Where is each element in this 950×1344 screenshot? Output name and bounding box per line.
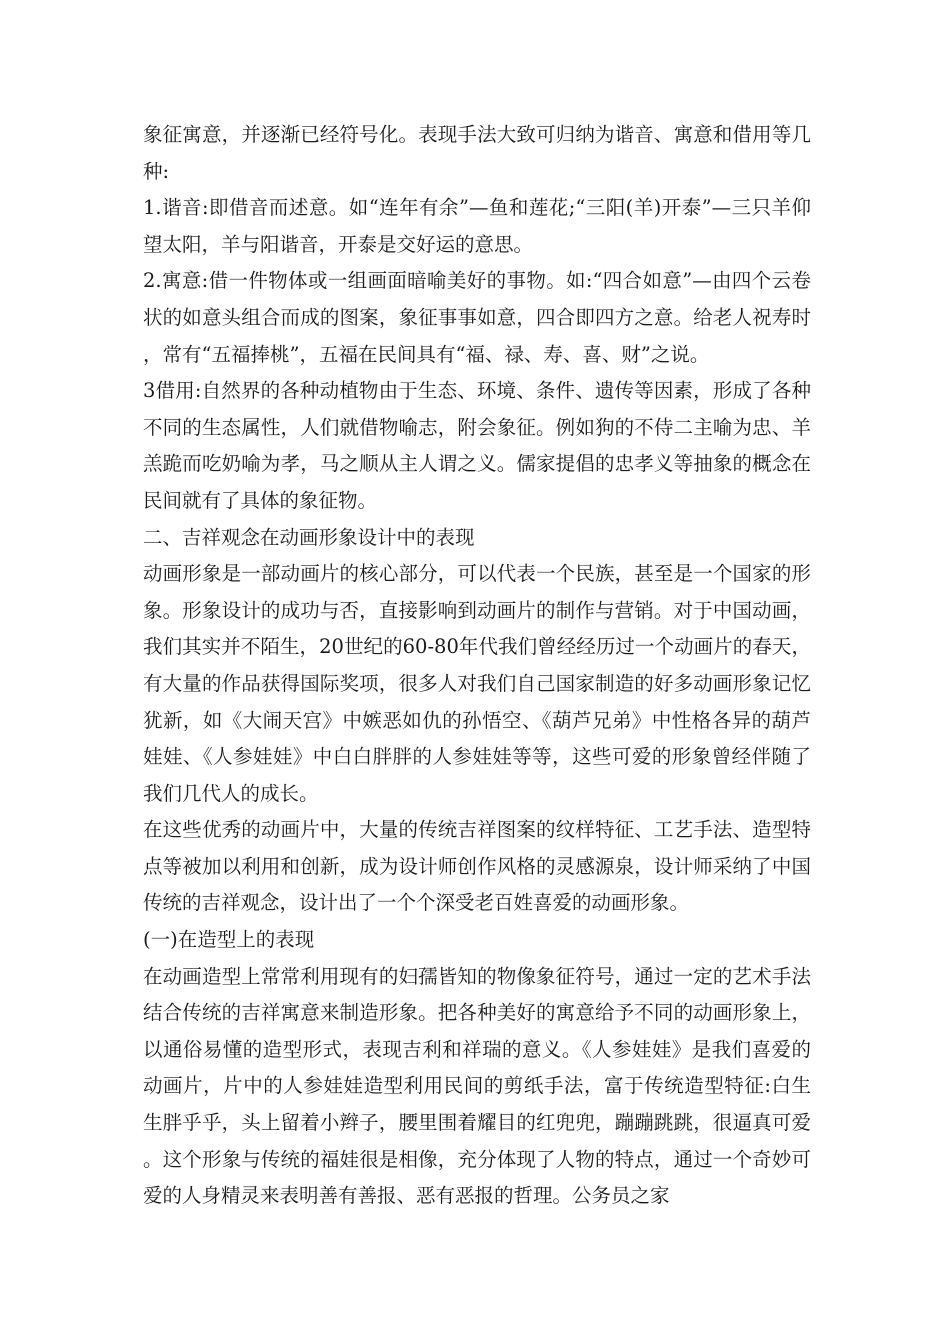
- document-body: [143, 117, 811, 1215]
- paragraph-animation-image: 动画形象是一部动画片的核心部分，可以代表一个民族，甚至是一个国家的形象。形象设计的成功与否，直接影响到动画片的制作与营销。对于中国动画，我们其实并不陌生，20世纪的60-80年代我们曾经经历过一个动画片的春天，有大量的作品获得国际奖项，很多人对我们自己国家制造的好多动画形象记忆犹新，如《大闹天宫》中嫉恶如仇的孙悟空、《葫芦兄弟》中性格各异的葫芦娃娃、《人参娃娃》中白白胖胖的人参娃娃等等，这些可爱的形象曾经伴随了我们几代人的成长。: [143, 562, 811, 805]
- subsection-heading-1: (一)在造型上的表现: [143, 928, 315, 952]
- paragraph-allegory: 2.寓意:借一件物体或一组画面暗喻美好的事物。如:“四合如意”—由四个云卷状的如意头组合而成的图案，象征事事如意，四合即四方之意。给老人祝寿时，常有“五福捧桃”，五福在民间具有“福、禄、寿、喜、财”之说。: [143, 269, 811, 366]
- paragraph-excellent-films: 在这些优秀的动画片中，大量的传统吉祥图案的纹样特征、工艺手法、造型特点等被加以利用和创新，成为设计师创作风格的灵感源泉，设计师采纳了中国传统的吉祥观念，设计出了一个个深受老百姓喜爱的动画形象。: [143, 818, 811, 915]
- section-heading-2: 二、吉祥观念在动画形象设计中的表现: [143, 525, 475, 549]
- paragraph-symbolic-meaning: 象征寓意，并逐渐已经符号化。表现手法大致可归纳为谐音、寓意和借用等几种:: [143, 123, 811, 183]
- paragraph-borrowing: 3借用:自然界的各种动植物由于生态、环境、条件、遗传等因素，形成了各种不同的生态属性，人们就借物喻志，附会象征。例如狗的不侍二主喻为忠、羊羔跪而吃奶喻为孝，马之顺从主人谓之义。儒家提倡的忠孝义等抽象的概念在民间就有了具体的象征物。: [143, 379, 811, 512]
- paragraph-modeling: 在动画造型上常常利用现有的妇孺皆知的物像象征符号，通过一定的艺术手法结合传统的吉祥寓意来制造形象。把各种美好的寓意给予不同的动画形象上，以通俗易懂的造型形式，表现吉利和祥瑞的意义。《人参娃娃》是我们喜爱的动画片，片中的人参娃娃造型利用民间的剪纸手法，富于传统造型特征:白生生胖乎乎，头上留着小辫子，腰里围着耀目的红兜兜，蹦蹦跳跳，很逼真可爱。这个形象与传统的福娃很是相像，充分体现了人物的特点，通过一个奇妙可爱的人身精灵来表明善有善报、恶有恶报的哲理。公务员之家: [143, 964, 811, 1208]
- paragraph-homophone: 1.谐音:即借音而述意。如“连年有余”—鱼和莲花;“三阳(羊)开泰”—三只羊仰望太阳，羊与阳谐音，开泰是交好运的意思。: [143, 196, 811, 256]
